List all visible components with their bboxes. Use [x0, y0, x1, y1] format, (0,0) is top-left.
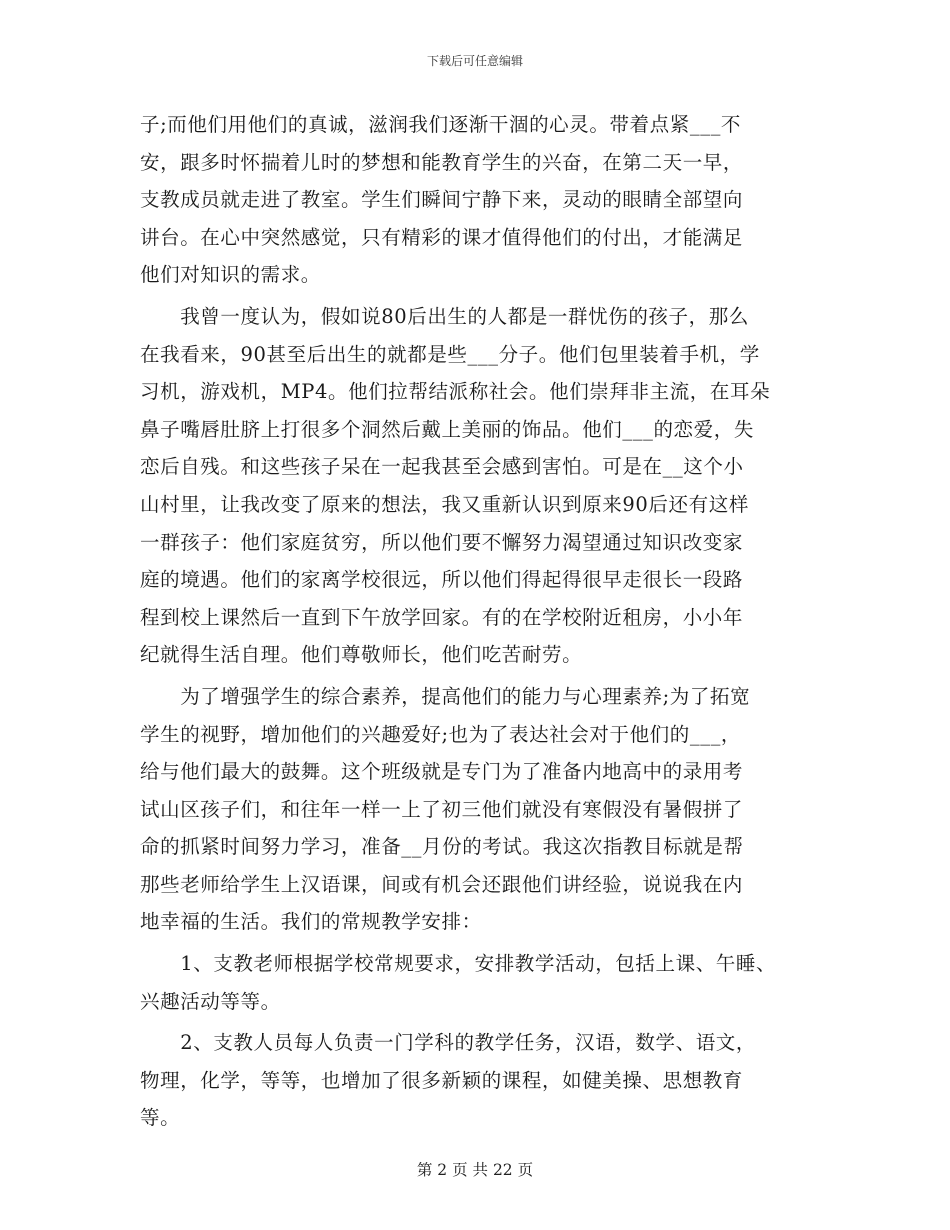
text-line: 我曾一度认为，假如说80后出生的人都是一群忧伤的孩子，那么: [140, 304, 749, 328]
text-line: 试山区孩子们，和往年一样一上了初三他们就没有寒假没有暑假拼了: [140, 797, 744, 821]
paragraph: [140, 678, 830, 941]
text-line: 等。: [140, 1106, 181, 1130]
text-line: 讲台。在心中突然感觉，只有精彩的课才值得他们的付出，才能满足: [140, 225, 744, 249]
text-line: 子;而他们用他们的真诚，滋润我们逐渐干涸的心灵。带着点紧___不: [140, 113, 742, 136]
text-line: 纪就得生活自理。他们尊敬师长，他们吃苦耐劳。: [140, 643, 583, 667]
text-line: 在我看来，90甚至后出生的就都是些___分子。他们包里装着手机，学: [140, 342, 760, 366]
page-footer: 第 2 页 共 22 页: [416, 1161, 534, 1179]
text-line: 1、支教老师根据学校常规要求，安排教学活动，包括上课、午睡、: [140, 952, 777, 976]
text-line: 安，跟多时怀揣着儿时的梦想和能教育学生的兴奋，在第二天一早，: [140, 150, 744, 174]
text-line: 恋后自残。和这些孩子呆在一起我甚至会感到害怕。可是在__这个小: [140, 455, 744, 479]
page-header: 下载后可任意编辑: [426, 54, 523, 68]
text-line: 物理，化学，等等，也增加了很多新颖的课程，如健美操、思想教育: [140, 1068, 744, 1092]
text-line: 为了增强学生的综合素养，提高他们的能力与心理素养;为了拓宽: [140, 684, 751, 708]
paragraph: [140, 945, 830, 1020]
paragraph: [140, 298, 830, 674]
text-line: 程到校上课然后一直到下午放学回家。有的在学校附近租房，小小年: [140, 605, 744, 629]
text-line: 山村里，让我改变了原来的想法，我又重新认识到原来90后还有这样: [140, 492, 749, 516]
text-line: 鼻子嘴唇肚脐上打很多个洞然后戴上美丽的饰品。他们___的恋爱，失: [140, 417, 754, 441]
text-line: 命的抓紧时间努力学习，准备__月份的考试。我这次指教目标就是帮: [140, 835, 744, 859]
text-line: 支教成员就走进了教室。学生们瞬间宁静下来，灵动的眼睛全部望向: [140, 188, 744, 212]
text-line: 学生的视野，增加他们的兴趣爱好;也为了表达社会对于他们的___，: [140, 722, 742, 746]
text-line: 地幸福的生活。我们的常规教学安排：: [140, 910, 482, 934]
text-line: 那些老师给学生上汉语课，间或有机会还跟他们讲经验，说说我在内: [140, 872, 744, 896]
text-line: 他们对知识的需求。: [140, 263, 321, 287]
paragraph: [140, 106, 830, 294]
text-line: 兴趣活动等等。: [140, 989, 281, 1013]
text-line: 一群孩子：他们家庭贫穷，所以他们要不懈努力渴望通过知识改变家: [140, 530, 744, 554]
text-line: 习机，游戏机，MP4。他们拉帮结派称社会。他们崇拜非主流，在耳朵: [140, 380, 771, 404]
text-line: 庭的境遇。他们的家离学校很远，所以他们得起得很早走很长一段路: [140, 568, 744, 592]
document-body: [140, 106, 830, 1137]
text-line: 2、支教人员每人负责一门学科的教学任务，汉语，数学、语文，: [140, 1031, 757, 1055]
text-line: 给与他们最大的鼓舞。这个班级就是专门为了准备内地高中的录用考: [140, 760, 744, 784]
paragraph: [140, 1024, 830, 1137]
